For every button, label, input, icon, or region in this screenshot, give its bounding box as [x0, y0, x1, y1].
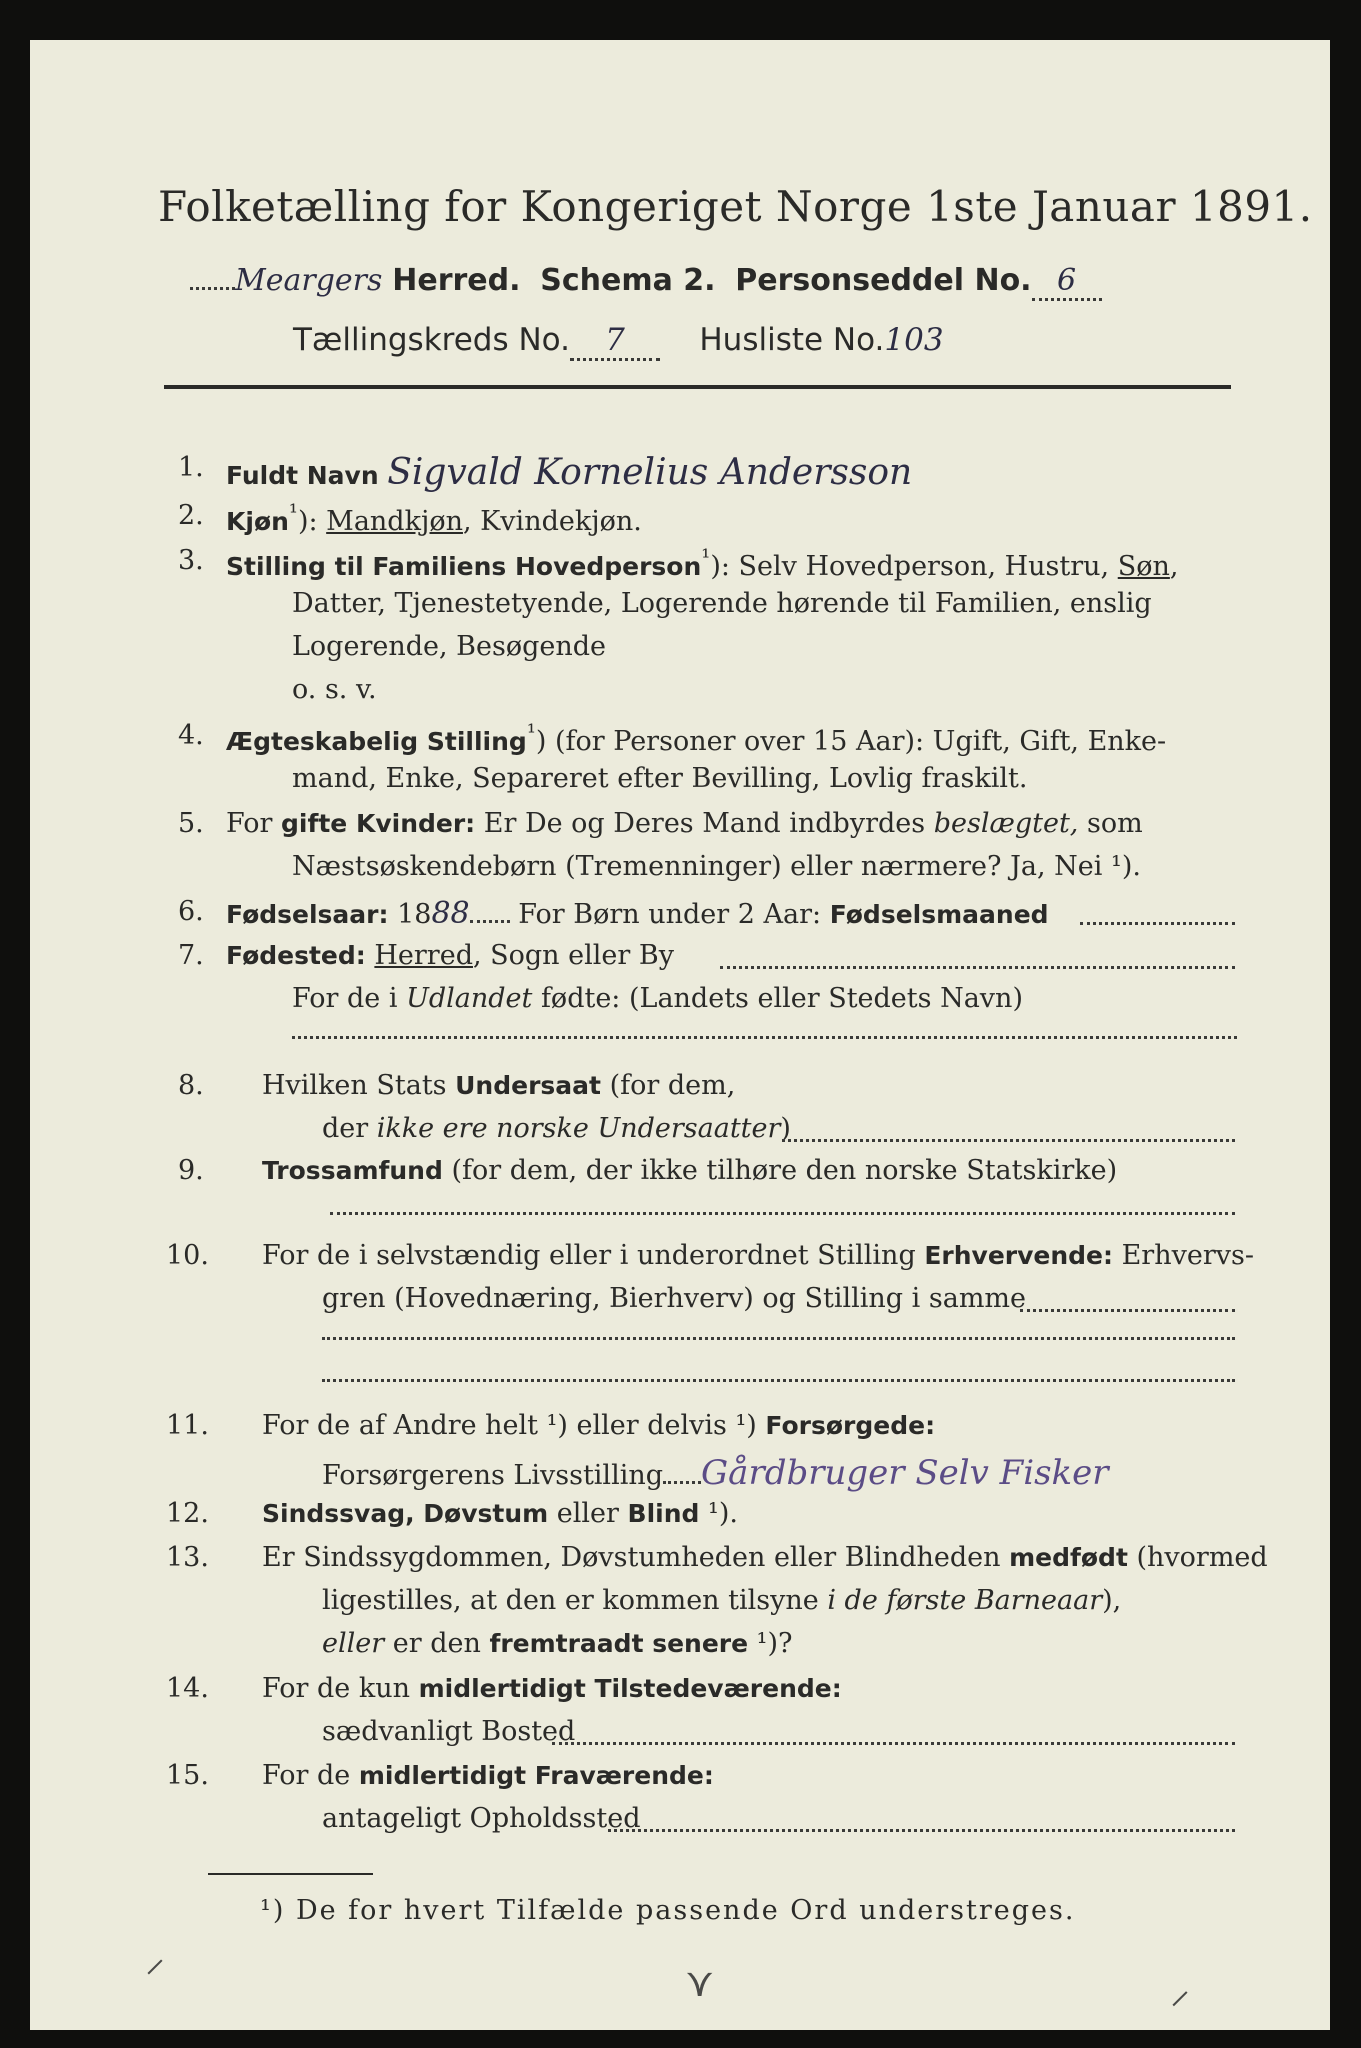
question-text: o. s. v. — [292, 674, 377, 705]
personseddel-label: Personseddel No. — [735, 263, 1032, 298]
son-selected: Søn — [1117, 551, 1170, 582]
question-5 — [226, 808, 1143, 839]
question-text: der — [322, 1113, 377, 1144]
question-number: 3. — [178, 545, 204, 576]
disability-label: Sindssvag, Døvstum — [262, 1499, 549, 1528]
kreds-line — [293, 322, 944, 361]
question-9 — [262, 1155, 1117, 1186]
temporary-present-label: midlertidigt Tilstedeværende: — [418, 1674, 842, 1703]
question-number: 11. — [166, 1410, 209, 1441]
question-text: Forsørgerens Livsstilling — [322, 1460, 664, 1491]
question-3 — [226, 545, 1178, 582]
question-15 — [262, 1760, 714, 1791]
birth-year-label: Fødselsaar: — [226, 900, 389, 929]
question-text: som — [1078, 808, 1143, 839]
birth-month-label: Fødselsmaaned — [829, 900, 1049, 929]
marital-status-label: Ægteskabelig Stilling — [226, 727, 527, 756]
congenital-label: medfødt — [1009, 1543, 1128, 1572]
question-number: 7. — [178, 940, 204, 971]
herred-selected: Herred — [374, 940, 473, 971]
occupation-field — [322, 1337, 1235, 1340]
question-text: Logerende, Besøgende — [292, 631, 606, 662]
question-text: For de kun — [262, 1673, 419, 1704]
question-6 — [226, 896, 1049, 931]
sex-label: Kjøn — [226, 507, 289, 536]
occupation-field — [322, 1379, 1235, 1382]
footnote-divider — [208, 1873, 373, 1875]
question-text: Er Sindssygdommen, Døvstumheden eller Blindheden — [262, 1542, 1010, 1573]
married-women-label: gifte Kvinder: — [281, 809, 476, 838]
sex-male-selected: Mandkjøn — [326, 506, 463, 537]
question-text: ): Selv Hovedperson, Hustru, — [710, 551, 1118, 582]
question-text: (for dem, — [600, 1070, 736, 1101]
question-text: For de i selvstændig eller i underordnet Stilling — [262, 1240, 925, 1271]
question-number: 9. — [178, 1155, 204, 1186]
header-divider — [164, 385, 1231, 389]
question-14 — [262, 1673, 842, 1704]
question-text: Datter, Tjenestetyende, Logerende hørende til Familien, enslig — [292, 588, 1152, 619]
question-11-line2 — [322, 1453, 1109, 1493]
citizenship-label: Undersaat — [455, 1071, 601, 1100]
question-11 — [262, 1410, 935, 1441]
question-text: fødte: (Landets eller Stedets Navn) — [532, 983, 1023, 1014]
question-text: er den — [384, 1628, 490, 1659]
pencil-mark: ⸝ — [1170, 1967, 1190, 2013]
question-13-line2 — [322, 1585, 1121, 1616]
question-number: 4. — [178, 720, 204, 751]
full-name-answer: Sigvald Kornelius Andersson — [387, 452, 913, 493]
question-text: , Sogn eller By — [472, 940, 674, 971]
footnote: ¹) De for hvert Tilfælde passende Ord understreges. — [260, 1895, 1076, 1926]
question-text: eller — [322, 1628, 385, 1659]
question-text: Næstsøskendebørn (Tremenninger) eller nærmere? Ja, Nei ¹). — [292, 851, 1141, 882]
herred-label: Herred. — [392, 263, 521, 298]
question-text: mand, Enke, Separeret efter Bevilling, Lovlig fraskilt. — [292, 763, 1028, 794]
question-13-line3 — [322, 1628, 793, 1659]
question-text: , — [1169, 551, 1179, 582]
question-text: beslægtet, — [933, 808, 1079, 839]
question-text: ligestilles, at den er kommen tilsyne — [322, 1585, 828, 1616]
question-number: 6. — [178, 896, 204, 927]
question-12 — [262, 1498, 738, 1529]
occupation-field — [1020, 1309, 1235, 1312]
question-text: gren (Hovednæring, Bierhverv) og Stilling i samme — [322, 1283, 1027, 1314]
question-number: 5. — [178, 808, 204, 839]
question-number: 8. — [178, 1070, 204, 1101]
personseddel-number: 6 — [1032, 263, 1102, 301]
kreds-label: Tællingskreds No. — [293, 322, 570, 358]
later-onset-label: fremtraadt senere — [489, 1629, 749, 1658]
schema-label: Schema 2. — [540, 263, 716, 298]
question-number: 10. — [166, 1240, 209, 1271]
question-number: 13. — [166, 1542, 209, 1573]
question-8 — [262, 1070, 735, 1101]
kreds-number: 7 — [570, 322, 660, 361]
question-text: antageligt Opholdssted — [322, 1803, 641, 1834]
question-text: For de i — [292, 983, 407, 1014]
question-number: 14. — [166, 1673, 209, 1704]
dotted-leader — [190, 287, 235, 290]
herred-line — [190, 262, 1102, 301]
question-text: For Børn under 2 Aar: — [509, 899, 830, 930]
pencil-mark: ⸍ — [145, 1952, 165, 1998]
religion-label: Trossamfund — [262, 1156, 443, 1185]
question-text: ¹). — [699, 1498, 738, 1529]
question-number: 1. — [178, 452, 204, 483]
question-text: ): — [297, 506, 327, 537]
question-number: 12. — [166, 1498, 209, 1529]
question-text: For de af Andre helt ¹) eller delvis ¹) — [262, 1410, 766, 1441]
dotted-leader — [663, 1481, 701, 1484]
husliste-number: 103 — [884, 322, 944, 358]
question-text: ) — [780, 1113, 791, 1144]
citizenship-field — [782, 1139, 1235, 1142]
question-text: For de — [262, 1760, 359, 1791]
question-text: eller — [548, 1498, 628, 1529]
foreign-birthplace-field — [292, 1036, 1237, 1039]
footnote-mark: ¹ — [526, 720, 536, 746]
religion-field — [330, 1212, 1235, 1215]
question-number: 15. — [166, 1760, 209, 1791]
question-7-line2 — [292, 983, 1023, 1014]
question-13 — [262, 1542, 1268, 1573]
form-title: Folketælling for Kongeriget Norge 1ste Januar 1891. — [158, 182, 1313, 231]
question-text: ) (for Personer over 15 Aar): Ugift, Gift, Enke- — [535, 726, 1167, 757]
question-2 — [226, 500, 642, 537]
family-position-label: Stilling til Familiens Hovedperson — [226, 552, 702, 581]
question-number: 2. — [178, 500, 204, 531]
birthplace-label: Fødested: — [226, 941, 366, 970]
question-text: Udlandet — [406, 983, 533, 1014]
question-text: sædvanligt Bosted — [322, 1716, 576, 1747]
question-text: (hvormed — [1127, 1542, 1268, 1573]
question-text: , Kvindekjøn. — [462, 506, 642, 537]
question-text: ), — [1102, 1585, 1122, 1616]
birth-month-field — [1080, 922, 1235, 925]
probable-residence-field — [608, 1829, 1235, 1832]
census-form — [30, 40, 1330, 2030]
question-4 — [226, 720, 1166, 757]
question-text: Erhvervs- — [1113, 1240, 1254, 1271]
footnote-mark: ¹ — [701, 545, 711, 571]
blind-label: Blind — [627, 1499, 700, 1528]
question-text: ikke ere norske Undersaatter — [376, 1113, 781, 1144]
question-text: Er De og Deres Mand indbyrdes — [475, 808, 934, 839]
question-text: 18 — [388, 899, 432, 930]
usual-residence-field — [552, 1742, 1235, 1745]
question-text: For — [226, 808, 282, 839]
question-8-line2 — [322, 1113, 791, 1144]
husliste-label: Husliste No. — [699, 322, 885, 358]
temporary-absent-label: midlertidigt Fraværende: — [358, 1761, 714, 1790]
provider-occupation-answer: Gårdbruger Selv Fisker — [701, 1453, 1109, 1493]
question-text: ¹)? — [748, 1628, 793, 1659]
dotted-leader — [470, 920, 510, 923]
supported-label: Forsørgede: — [765, 1411, 936, 1440]
question-text: Hvilken Stats — [262, 1070, 456, 1101]
question-7 — [226, 940, 674, 971]
birth-year-answer: 88 — [431, 896, 470, 931]
question-text: (for dem, der ikke tilhøre den norske Statskirke) — [442, 1155, 1118, 1186]
full-name-label: Fuldt Navn — [226, 461, 379, 490]
occupation-label: Erhvervende: — [924, 1241, 1114, 1270]
birthplace-field — [720, 966, 1235, 969]
herred-name: Meargers — [235, 263, 383, 298]
question-1 — [226, 452, 912, 493]
question-text: i de første Barneaar — [827, 1585, 1103, 1616]
pencil-mark: ⋎ — [685, 1960, 715, 2006]
question-10 — [262, 1240, 1254, 1271]
footnote-mark: ¹ — [288, 500, 298, 526]
